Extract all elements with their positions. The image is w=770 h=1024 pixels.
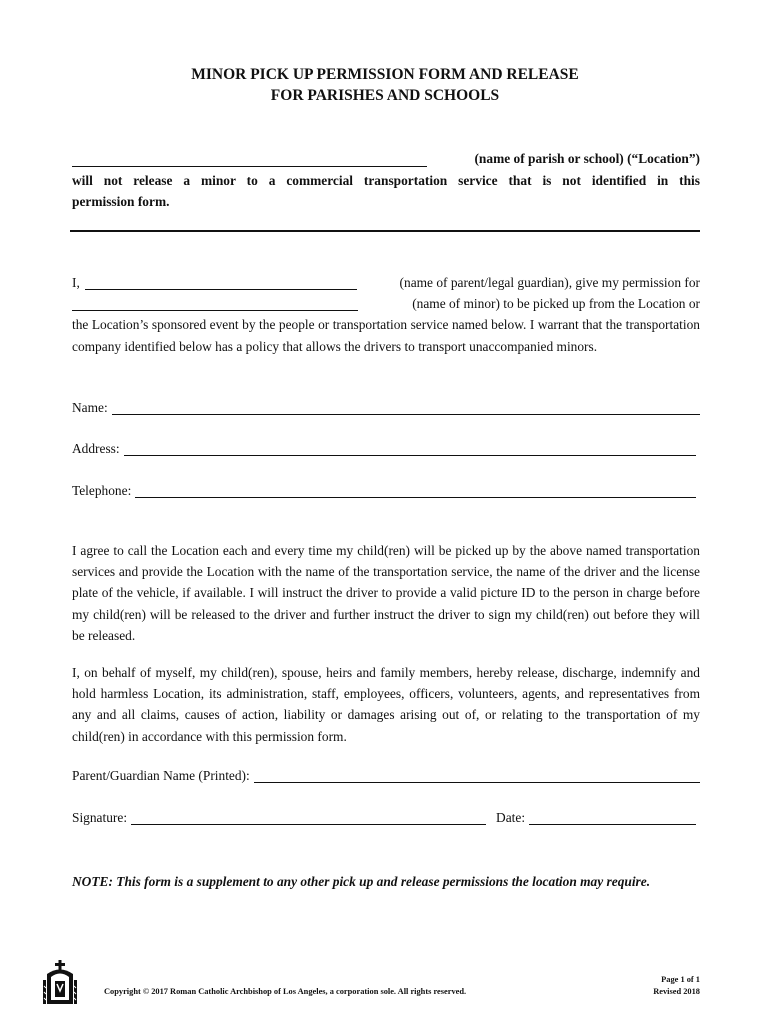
minor-line <box>72 293 700 314</box>
signature-label: Signature: <box>72 810 128 825</box>
footer-copyright: Copyright © 2017 Roman Catholic Archbishop of Los Angeles, a corporation sole. All rights reserved. <box>104 987 467 996</box>
title-line-1: MINOR PICK UP PERMISSION FORM AND RELEASE <box>191 66 579 83</box>
permission-prefix: I, <box>72 275 80 290</box>
date-label: Date: <box>496 810 526 825</box>
location-line <box>72 148 700 170</box>
release-paragraph: I, on behalf of myself, my child(ren), spouse, heirs and family members, hereby release, discharge, indemnify and hold harmless Location, its administration, staff, employees, officers, volunteers, agents, and representatives from any and all claims, causes of action, liability or damages arising out of, or relating to the transportation of my child(ren) in accordance with this permission form. <box>72 665 700 744</box>
guardian-name-blank[interactable] <box>85 276 357 290</box>
minor-label: (name of minor) to be picked up from the Location or <box>412 296 700 312</box>
guardian-printed-name-field <box>72 766 700 786</box>
signature-date-row <box>72 808 700 828</box>
guardian-printed-name-label: Parent/Guardian Name (Printed): <box>72 768 250 783</box>
date-blank[interactable] <box>529 811 696 825</box>
transport-telephone-field <box>72 481 700 501</box>
name-label: Name: <box>72 400 108 415</box>
transport-address-blank[interactable] <box>124 442 696 456</box>
agreement-paragraph: I agree to call the Location each and every time my child(ren) will be picked up by the above named transportation services and provide the Location with the name of the transportation service, the name of the driver and the license plate of the vehicle, if available. I will instruct the driver to provide a valid picture ID to the person in charge before my child(ren) will be released to the driver and further instruct the driver to sign my child(ren) out before they will be released. <box>72 543 700 643</box>
permission-paragraph <box>72 272 700 357</box>
transport-name-blank[interactable] <box>112 401 700 415</box>
address-label: Address: <box>72 441 120 456</box>
intro-statement <box>72 148 700 213</box>
intro-line-2: will not release a minor to a commercial transportation service that is not identified in this <box>72 172 700 188</box>
intro-line-3: permission form. <box>72 194 170 209</box>
title-line-2: FOR PARISHES AND SCHOOLS <box>270 87 500 104</box>
footer-page-info <box>653 974 700 998</box>
permission-body: the Location’s sponsored event by the people or transportation service named below. I warrant that the transportation company identified below has a policy that allows the drivers to transport unaccompanied minors. <box>72 317 700 354</box>
transport-name-field <box>72 398 700 418</box>
page-number: Page 1 of 1 <box>661 975 700 984</box>
archdiocese-seal-logo-icon <box>43 960 77 1006</box>
signature-blank[interactable] <box>131 811 486 825</box>
form-title <box>0 64 770 106</box>
transport-telephone-blank[interactable] <box>135 484 696 498</box>
guardian-label: (name of parent/legal guardian), give my permission for <box>399 275 700 290</box>
revision-date: Revised 2018 <box>653 987 700 996</box>
telephone-label: Telephone: <box>72 483 132 498</box>
location-label: (name of parish or school) (“Location”) <box>474 151 700 166</box>
form-note: NOTE: This form is a supplement to any other pick up and release permissions the location may require. <box>72 874 651 889</box>
guardian-printed-name-blank[interactable] <box>254 769 700 783</box>
minor-name-blank[interactable] <box>72 297 358 311</box>
transport-address-field <box>72 439 700 459</box>
location-name-blank[interactable] <box>72 153 427 167</box>
section-divider <box>70 230 700 232</box>
guardian-line <box>72 272 700 293</box>
